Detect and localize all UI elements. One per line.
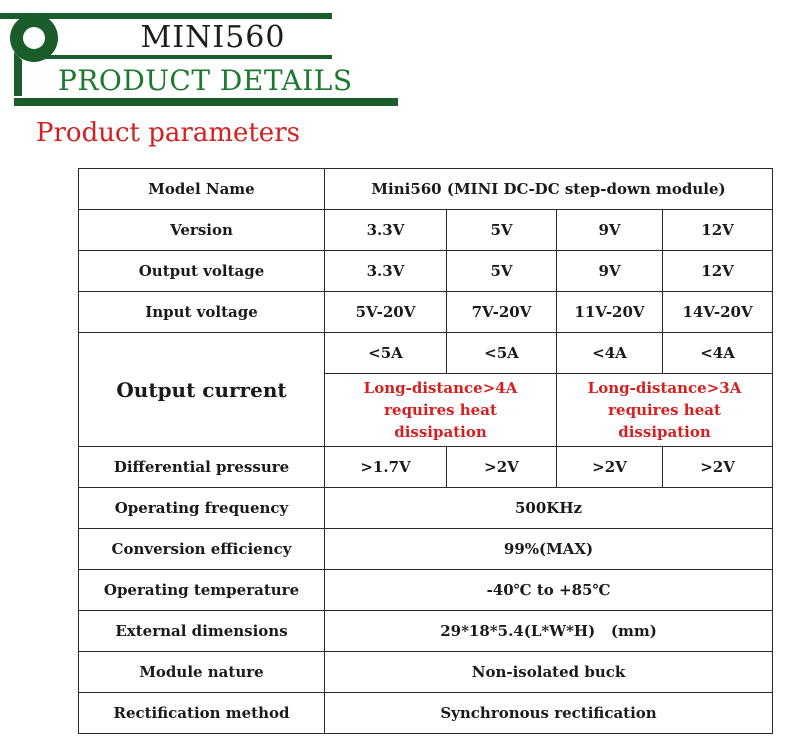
label-operating-temperature: Operating temperature	[79, 570, 325, 611]
parameters-table	[78, 168, 773, 734]
label-operating-frequency: Operating frequency	[79, 488, 325, 529]
label-rectification-method: Rectification method	[79, 693, 325, 734]
version-cell: 9V	[557, 210, 663, 251]
label-module-nature: Module nature	[79, 652, 325, 693]
note-line: Long-distance>4A	[363, 379, 518, 397]
value-rectification-method: Synchronous rectification	[325, 693, 773, 734]
value-operating-frequency: 500KHz	[325, 488, 773, 529]
input-voltage-cell: 11V-20V	[557, 292, 663, 333]
input-voltage-cell: 14V-20V	[663, 292, 773, 333]
table-row-operating-frequency	[79, 488, 773, 529]
output-voltage-cell: 5V	[447, 251, 557, 292]
note-line: requires heat	[608, 401, 721, 419]
value-operating-temperature: -40℃ to +85℃	[325, 570, 773, 611]
note-line: requires heat	[384, 401, 497, 419]
banner-middle-line	[46, 55, 332, 59]
differential-pressure-cell: >2V	[447, 447, 557, 488]
differential-pressure-cell: >1.7V	[325, 447, 447, 488]
version-cell: 12V	[663, 210, 773, 251]
output-current-cell: <5A	[325, 333, 447, 374]
heat-dissipation-note-3a	[557, 374, 773, 447]
table-row-differential-pressure	[79, 447, 773, 488]
circle-logo-hole	[23, 27, 45, 49]
label-input-voltage: Input voltage	[79, 292, 325, 333]
input-voltage-cell: 5V-20V	[325, 292, 447, 333]
section-heading: Product parameters	[36, 118, 300, 148]
output-voltage-cell: 9V	[557, 251, 663, 292]
note-line: dissipation	[618, 423, 711, 441]
output-current-cell: <4A	[557, 333, 663, 374]
table-row-output-voltage	[79, 251, 773, 292]
banner-connector	[14, 52, 22, 96]
label-differential-pressure: Differential pressure	[79, 447, 325, 488]
output-voltage-cell: 12V	[663, 251, 773, 292]
table-row-conversion-efficiency	[79, 529, 773, 570]
label-external-dimensions: External dimensions	[79, 611, 325, 652]
table-row-external-dimensions	[79, 611, 773, 652]
value-module-nature: Non-isolated buck	[325, 652, 773, 693]
table-row-version	[79, 210, 773, 251]
output-voltage-cell: 3.3V	[325, 251, 447, 292]
input-voltage-cell: 7V-20V	[447, 292, 557, 333]
product-title: MINI560	[140, 20, 286, 55]
version-cell: 3.3V	[325, 210, 447, 251]
product-details-subtitle: PRODUCT DETAILS	[58, 64, 353, 97]
banner-bottom-line	[14, 98, 398, 106]
table-row-model-name	[79, 169, 773, 210]
heat-dissipation-note-4a	[325, 374, 557, 447]
value-model-name: Mini560 (MINI DC-DC step-down module)	[325, 169, 773, 210]
value-conversion-efficiency: 99%(MAX)	[325, 529, 773, 570]
note-line: dissipation	[394, 423, 487, 441]
label-output-current: Output current	[79, 333, 325, 447]
differential-pressure-cell: >2V	[557, 447, 663, 488]
output-current-cell: <4A	[663, 333, 773, 374]
version-cell: 5V	[447, 210, 557, 251]
differential-pressure-cell: >2V	[663, 447, 773, 488]
value-external-dimensions: 29*18*5.4(L*W*H) (mm)	[325, 611, 773, 652]
table-row-operating-temperature	[79, 570, 773, 611]
label-output-voltage: Output voltage	[79, 251, 325, 292]
table-row-module-nature	[79, 652, 773, 693]
label-model-name: Model Name	[79, 169, 325, 210]
table-row-input-voltage	[79, 292, 773, 333]
table-row-rectification-method	[79, 693, 773, 734]
banner-top-line	[0, 13, 332, 19]
label-conversion-efficiency: Conversion efficiency	[79, 529, 325, 570]
output-current-cell: <5A	[447, 333, 557, 374]
label-version: Version	[79, 210, 325, 251]
table-row-output-current	[79, 333, 773, 374]
note-line: Long-distance>3A	[587, 379, 742, 397]
